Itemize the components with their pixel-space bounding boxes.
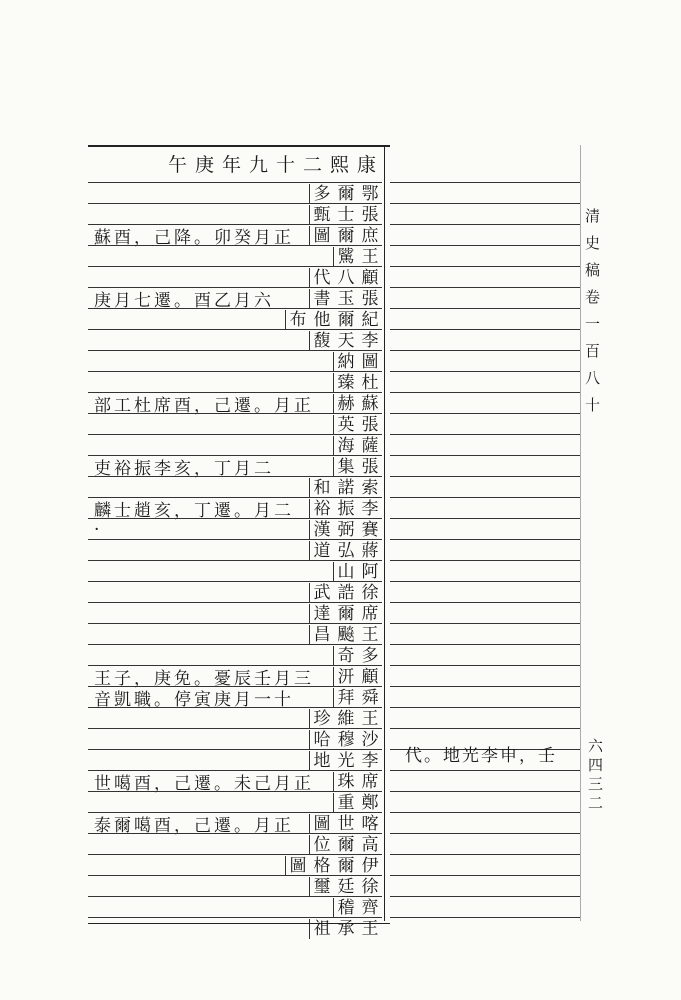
name-char: 齊 [361,897,379,918]
name-char: 達 [309,604,334,624]
table-row [88,770,382,792]
right-row-line [390,539,580,540]
right-row-line [390,644,580,645]
name-char: 天 [337,330,355,351]
name-char: 張 [361,456,379,477]
name-char: 代 [309,268,334,288]
name-char: 張 [361,414,379,435]
name-char: 和 [309,478,334,498]
name-char: 漢 [309,520,334,540]
row-note: 庚月七遷。酉乙月六 [94,291,274,311]
name-char: 重 [333,793,358,813]
header-text: 午庚年九十二熙康 [167,154,384,176]
side-title: 清史稿卷一百八十 [583,208,601,424]
name-char: 薩 [361,435,379,456]
right-row-line [390,623,580,624]
table-row [88,539,382,561]
right-row-line [390,182,580,183]
right-row-line [390,392,580,393]
table-row [88,707,382,729]
name-char: 振 [337,498,355,519]
right-row-line [390,266,580,267]
table-row [88,392,382,414]
right-row-line [390,686,580,687]
right-row-line [390,308,580,309]
name-char: 圖 [285,856,310,876]
name-char: 珠 [333,772,358,792]
name-char: 弼 [337,519,355,540]
name-char: 王 [361,918,379,939]
name-char: 玉 [337,288,355,309]
name-char: 奇 [333,646,358,666]
name-char: 世 [337,813,355,834]
name-char: 紀 [361,309,379,330]
name-char: 賽 [361,519,379,540]
page-number: 六四三二 [586,738,604,814]
name-char: 光 [337,750,355,771]
right-row-line [390,812,580,813]
name-char: 顧 [361,267,379,288]
name-char: 圖 [309,226,334,246]
right-row-line [390,602,580,603]
name-char: 穆 [337,729,355,750]
right-row-line [390,371,580,372]
right-row-line [390,896,580,897]
right-row-line [390,287,580,288]
table-row [88,497,382,519]
name-char: 王 [361,246,379,267]
name-char: 廷 [337,876,355,897]
name-char: 李 [361,498,379,519]
name-char: 武 [309,583,334,603]
name-char: 李 [361,750,379,771]
name-char: 海 [333,436,358,456]
name-char: 納 [333,352,358,372]
right-column [390,145,580,921]
table-header [88,147,384,180]
table-row [88,728,382,750]
name-char: 甄 [309,205,334,225]
table-row [88,854,382,876]
name-char: 山 [333,562,358,582]
right-column-note: 代。地光李申，壬 [405,746,557,766]
name-char: 顧 [361,666,379,687]
name-char: 李 [361,330,379,351]
name-char: 索 [361,477,379,498]
name-char: 王 [361,708,379,729]
name-char: 布 [285,310,310,330]
name-char: 爾 [337,834,355,855]
name-char: 喀 [361,813,379,834]
name-char: 騭 [333,247,358,267]
right-row-line [390,224,580,225]
name-char: 杜 [361,372,379,393]
name-char: 阿 [361,561,379,582]
name-char: 諾 [337,477,355,498]
table-row [88,602,382,624]
table-row [88,581,382,603]
table-row [88,833,382,855]
table-row [88,371,382,393]
name-char: 圖 [309,814,334,834]
right-row-line [390,434,580,435]
table-row [88,413,382,435]
right-row-line [390,917,580,918]
right-row-line [390,455,580,456]
name-char: 臻 [333,373,358,393]
row-note: 吏裕振李亥，丁月二 [94,459,274,479]
name-char: 徐 [361,876,379,897]
name-char: 英 [333,415,358,435]
name-char: 昌 [309,625,334,645]
table-row [88,665,382,687]
name-char: 格 [313,855,331,876]
table-row [88,182,382,204]
table-row [88,476,382,498]
right-row-line [390,497,580,498]
row-note: 部工杜席酉，己遷。月正 [94,396,314,416]
table-row [88,812,382,834]
right-row-line [390,791,580,792]
name-char: 爾 [337,603,355,624]
table-divider [384,145,385,921]
right-row-line [390,833,580,834]
name-char: 赫 [333,394,358,414]
name-char: 裕 [309,499,334,519]
name-char: 士 [337,204,355,225]
name-char: 爾 [337,183,355,204]
name-char: 珍 [309,709,334,729]
row-note: 泰爾噶酉，己遷。月正 [94,816,294,836]
row-note: 世噶酉，己遷。未己月正 [94,774,314,794]
name-char: 多 [361,645,379,666]
name-char: 舜 [361,687,379,708]
row-note: 麟士趙亥，丁遷。月二 [94,501,294,521]
right-row-line [390,560,580,561]
table-row [88,686,382,708]
table-row [88,896,382,918]
table-row [88,644,382,666]
right-row-line [390,245,580,246]
name-char: 高 [361,834,379,855]
right-row-line [390,476,580,477]
name-char: 張 [361,204,379,225]
name-char: 蔣 [361,540,379,561]
right-row-line [390,728,580,729]
name-char: 爾 [337,855,355,876]
right-row-line [390,518,580,519]
name-char: 他 [313,309,331,330]
name-char: 稽 [333,898,358,918]
name-char: 席 [361,771,379,792]
table-row [88,623,382,645]
name-char: 飈 [337,624,355,645]
right-row-line [390,854,580,855]
table-row [88,875,382,897]
name-char: 書 [309,289,334,309]
table-row [88,224,382,246]
table-row [88,287,382,309]
name-char: 圖 [361,351,379,372]
name-char: 徐 [361,582,379,603]
name-char: 爾 [337,309,355,330]
name-char: 位 [309,835,334,855]
name-char: 誥 [337,582,355,603]
right-row-line [390,707,580,708]
table-row [88,308,382,330]
name-char: 鄭 [361,792,379,813]
name-char: 王 [361,624,379,645]
right-row-line [390,413,580,414]
name-char: 璽 [309,877,334,897]
table-row [88,245,382,267]
name-char: 哈 [309,730,334,750]
row-note: 音凱職。停寅庚月一十 [94,690,294,710]
right-row-line [390,665,580,666]
name-char: 汧 [333,667,358,687]
name-char: 蘇 [361,393,379,414]
name-char: 地 [309,751,334,771]
right-row-line [390,581,580,582]
table-row [88,203,382,225]
right-row-line [390,203,580,204]
name-char: 席 [361,603,379,624]
name-char: 八 [337,267,355,288]
row-note: 蘇酉，己降。卯癸月正 [94,228,294,248]
right-row-line [390,875,580,876]
row-note: 王子，庚免。憂辰壬月三 [94,669,314,689]
name-char: 馥 [309,331,334,351]
name-char: 承 [337,918,355,939]
table-row [88,917,382,939]
table-row [88,749,382,771]
table-row [88,455,382,477]
table-row [88,434,382,456]
name-char: 張 [361,288,379,309]
table-row [88,560,382,582]
name-char: 爾 [337,225,355,246]
table-row [88,791,382,813]
table-row [88,518,382,540]
right-row-line [390,350,580,351]
name-char: 鄂 [361,183,379,204]
name-char: 道 [309,541,334,561]
name-char: 庶 [361,225,379,246]
name-char: 維 [337,708,355,729]
name-char: 拜 [333,688,358,708]
name-char: 伊 [361,855,379,876]
name-char: 沙 [361,729,379,750]
table-row [88,329,382,351]
name-char: 祖 [309,919,334,939]
name-char: 集 [333,457,358,477]
right-row-line [390,329,580,330]
table-row [88,350,382,372]
name-char: 多 [309,184,334,204]
right-row-line [390,770,580,771]
name-char: 弘 [337,540,355,561]
table-row [88,266,382,288]
row-note: · [94,519,103,540]
